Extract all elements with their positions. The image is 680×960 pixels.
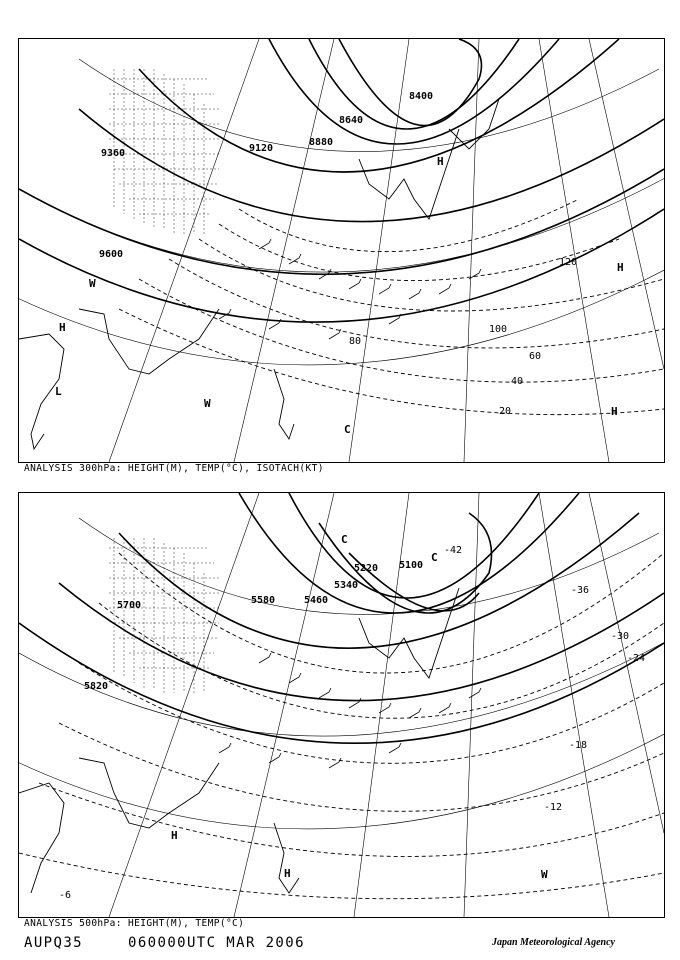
temp-label: -6 [59, 890, 72, 901]
height-label: 5220 [354, 563, 379, 574]
wind-barbs-300 [219, 239, 481, 339]
isotach-label-group-300 [349, 257, 577, 417]
panel-500-caption: ANALYSIS 500hPa: HEIGHT(M), TEMP(°C) [24, 918, 245, 929]
high-center: H [617, 261, 624, 274]
isotherms-500 [19, 553, 664, 899]
temp-label-group-500 [59, 545, 645, 901]
low-center: L [55, 385, 62, 398]
chart-code: AUPQ35 [24, 935, 83, 951]
high-center: H [59, 321, 66, 334]
height-label: 9600 [99, 249, 124, 260]
pressure-center-group-500 [171, 533, 548, 881]
coastlines-500 [19, 588, 459, 893]
height-label: 5820 [84, 681, 109, 692]
temp-label: -36 [571, 585, 590, 596]
agency-name: Japan Meteorological Agency [492, 937, 615, 948]
isotachs-300 [119, 199, 664, 415]
cold-center: C [341, 533, 348, 546]
height-label: 9360 [101, 148, 126, 159]
temp-label: -24 [627, 653, 646, 664]
height-label: 5580 [251, 595, 276, 606]
height-label: 8400 [409, 91, 434, 102]
height-label-group-500 [84, 560, 423, 692]
map-500hpa [19, 493, 664, 917]
height-label: 9120 [249, 143, 274, 154]
temp-label: -30 [611, 631, 630, 642]
isotach-label: 100 [489, 324, 508, 335]
pressure-center-group-300 [55, 155, 624, 436]
height-label-group-300 [99, 91, 433, 260]
wind-barbs-500 [219, 653, 481, 768]
isotach-label: 40 [511, 376, 524, 387]
height-label: 5100 [399, 560, 424, 571]
chart-300hpa [18, 38, 665, 463]
high-center: H [284, 867, 291, 880]
isotach-label: 60 [529, 351, 542, 362]
valid-time: 060000UTC MAR 2006 [128, 935, 305, 951]
temp-label: -42 [444, 545, 463, 556]
panel-300-caption: ANALYSIS 300hPa: HEIGHT(M), TEMP(°C), ISOTACH(KT) [24, 463, 324, 474]
warm-center: W [204, 397, 211, 410]
height-label: 5340 [334, 580, 359, 591]
high-center: H [437, 155, 444, 168]
height-label: 8880 [309, 137, 334, 148]
height-label: 5700 [117, 600, 142, 611]
warm-center: W [541, 868, 548, 881]
isotach-label: 120 [559, 257, 578, 268]
high-center: H [171, 829, 178, 842]
temp-label: -12 [544, 802, 563, 813]
cold-center: C [431, 551, 438, 564]
grid-lines-500 [19, 493, 664, 917]
height-label: 5460 [304, 595, 329, 606]
warm-center: W [89, 277, 96, 290]
height-contours-300 [19, 39, 664, 322]
cold-center: C [344, 423, 351, 436]
high-center: H [611, 405, 618, 418]
isotach-label: 20 [499, 406, 512, 417]
temp-label: -18 [569, 740, 588, 751]
chart-500hpa [18, 492, 665, 918]
isotach-label: 80 [349, 336, 362, 347]
height-label: 8640 [339, 115, 364, 126]
map-300hpa [19, 39, 664, 462]
height-contours-500 [19, 493, 664, 743]
